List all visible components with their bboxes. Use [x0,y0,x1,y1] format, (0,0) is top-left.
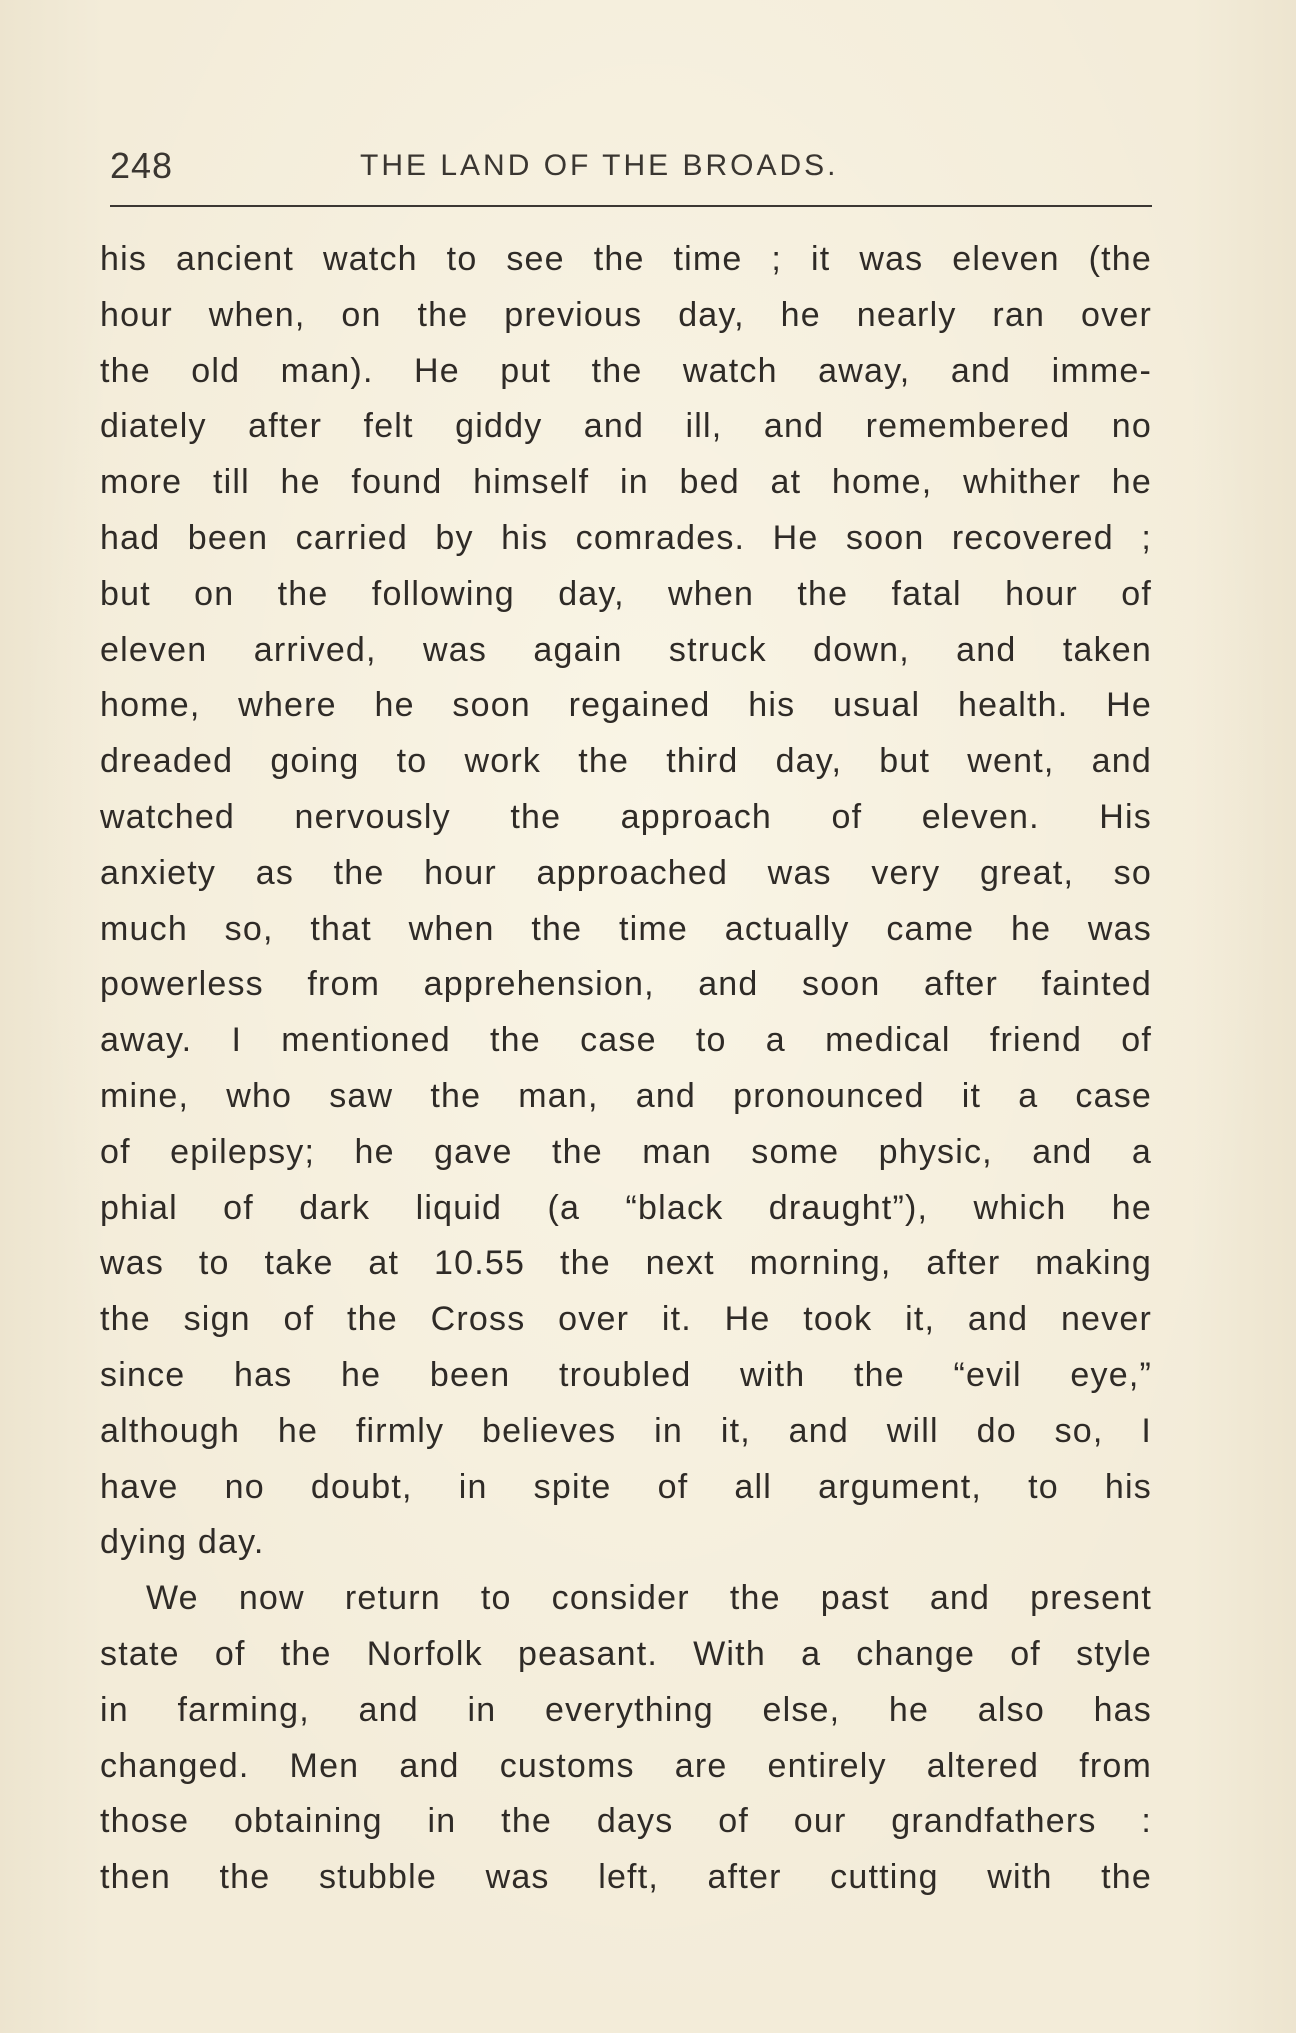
header-rule [110,205,1152,207]
text-line: was to take at 10.55 the next morning, after making [100,1244,1152,1283]
text-line: eleven arrived, was again struck down, and taken [100,630,1152,669]
running-title: THE LAND OF THE BROADS. [360,149,839,182]
text-line: his ancient watch to see the time ; it was eleven (the [100,240,1152,278]
text-line: of epilepsy; he gave the man some physic, and a [100,1132,1152,1171]
text-line: mine, who saw the man, and pronounced it a case [100,1076,1152,1115]
text-line: had been carried by his comrades. He soon recovered ; [100,518,1152,557]
text-line: phial of dark liquid (a “black draught”), which he [100,1188,1152,1227]
text-line: powerless from apprehension, and soon after fainted [100,965,1152,1004]
text-line: watched nervously the approach of eleven. His [100,797,1152,836]
text-line: home, where he soon regained his usual health. He [100,686,1152,725]
page-header [110,135,1150,195]
text-line: hour when, on the previous day, he nearly ran over [100,295,1152,334]
text-line: We now return to consider the past and present [146,1579,1152,1618]
text-line: the old man). He put the watch away, and imme- [100,351,1152,390]
text-line: diately after felt giddy and ill, and remembered no [100,407,1152,446]
text-line: state of the Norfolk peasant. With a change of style [100,1634,1152,1673]
text-line: in farming, and in everything else, he also has [100,1690,1152,1729]
text-line: dreaded going to work the third day, but went, and [100,742,1152,781]
text-line: more till he found himself in bed at home, whither he [100,463,1152,502]
text-line: then the stubble was left, after cutting with the [100,1858,1152,1897]
text-line: but on the following day, when the fatal hour of [100,574,1152,613]
text-line: dying day. [100,1523,265,1562]
text-line: changed. Men and customs are entirely altered from [100,1746,1152,1785]
page-number: 248 [110,145,174,186]
text-line: those obtaining in the days of our grandfathers : [100,1802,1152,1841]
text-line: much so, that when the time actually came he was [100,909,1152,948]
text-line: away. I mentioned the case to a medical friend of [100,1021,1152,1060]
text-line: since has he been troubled with the “evil eye,” [100,1355,1152,1394]
text-line: although he firmly believes in it, and will do so, I [100,1411,1152,1450]
text-line: the sign of the Cross over it. He took it, and never [100,1300,1152,1339]
text-line: have no doubt, in spite of all argument, to his [100,1467,1152,1506]
text-line: anxiety as the hour approached was very great, so [100,853,1152,892]
body-text [100,232,1152,1906]
